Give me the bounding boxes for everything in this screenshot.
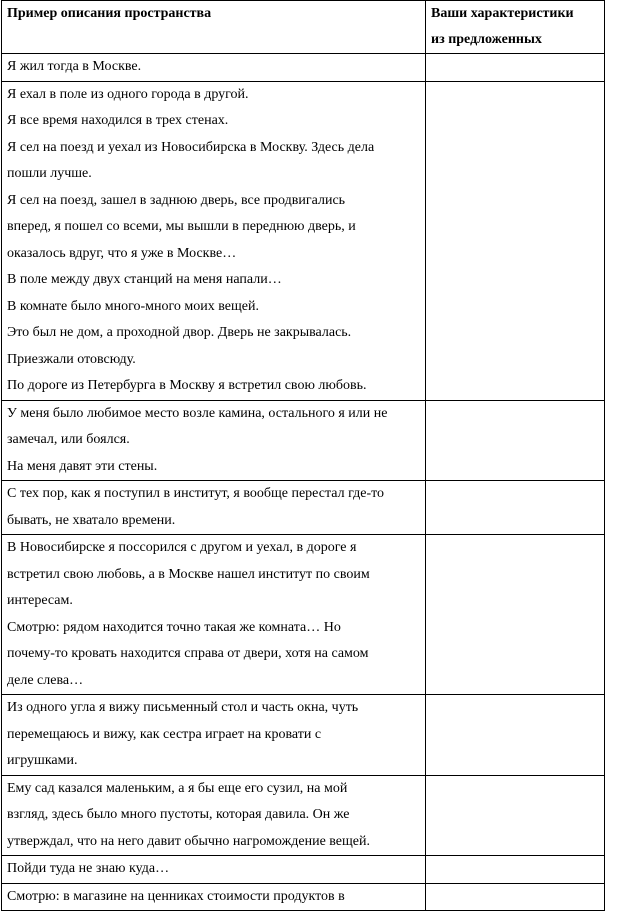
- description-line: Смотрю: рядом находится точно такая же комната… Но: [7, 619, 341, 635]
- description-line: В комнате было много-много моих вещей.: [7, 298, 259, 314]
- table-row: [2, 81, 605, 400]
- your-characteristics-cell[interactable]: [426, 535, 605, 695]
- table-header-row: [2, 1, 605, 54]
- description-line: игрушками.: [7, 753, 78, 768]
- description-line: Я сел на поезд, зашел в заднюю дверь, все продвигались: [7, 192, 346, 208]
- header-your-characteristics: [426, 1, 605, 54]
- your-characteristics-cell[interactable]: [426, 481, 605, 535]
- description-line: Приезжали отовсюду.: [7, 351, 136, 367]
- description-line: Я ехал в поле из одного города в другой.: [7, 86, 249, 102]
- table-row: [2, 400, 605, 481]
- space-description-cell: [2, 775, 426, 856]
- your-characteristics-cell[interactable]: [426, 695, 605, 776]
- table-row: [2, 535, 605, 695]
- description-line: взгляд, здесь было много пустоты, которая давила. Он же: [7, 807, 350, 822]
- header-col2-line1: Ваши характеристики: [431, 6, 574, 21]
- your-characteristics-cell[interactable]: [426, 883, 605, 911]
- description-line: деле слева…: [7, 672, 84, 688]
- description-line: почему-то кровать находится справа от двери, хотя на самом: [7, 646, 369, 661]
- your-characteristics-cell[interactable]: [426, 400, 605, 481]
- space-description-cell: [2, 400, 426, 481]
- characteristics-table: [1, 0, 605, 911]
- description-line: С тех пор, как я поступил в институт, я вообще перестал где-то: [7, 486, 385, 501]
- header-col1-text: Пример описания пространства: [7, 6, 212, 21]
- header-col2-line2: из предложенных: [431, 32, 542, 47]
- header-example-description: [2, 1, 426, 54]
- table-row: [2, 856, 605, 884]
- description-line: замечал, или боялся.: [7, 432, 130, 447]
- description-line: вперед, я пошел со всеми, мы вышли в переднюю дверь, и: [7, 219, 356, 234]
- description-line: интересам.: [7, 593, 73, 608]
- space-description-cell: [2, 54, 426, 82]
- description-line: У меня было любимое место возле камина, остального я или не: [7, 405, 388, 421]
- description-line: пошли лучше.: [7, 166, 92, 181]
- description-line: В поле между двух станций на меня напали…: [7, 272, 282, 287]
- description-line: Из одного угла я вижу письменный стол и часть окна, чуть: [7, 700, 359, 715]
- table-row: [2, 481, 605, 535]
- description-line: На меня давят эти стены.: [7, 458, 158, 474]
- your-characteristics-cell[interactable]: [426, 775, 605, 856]
- description-line: Я сел на поезд и уехал из Новосибирска в Москву. Здесь дела: [7, 139, 375, 155]
- space-description-cell: [2, 535, 426, 695]
- space-description-cell: [2, 856, 426, 884]
- description-line: утверждал, что на него давит обычно нагромождение вещей.: [7, 833, 371, 849]
- space-description-cell: [2, 695, 426, 776]
- description-line: Ему сад казался маленьким, а я бы еще его сузил, на мой: [7, 780, 348, 796]
- description-line: Я все время находился в трех стенах.: [7, 113, 229, 128]
- description-line: Я жил тогда в Москве.: [7, 59, 142, 74]
- space-description-cell: [2, 883, 426, 911]
- your-characteristics-cell[interactable]: [426, 856, 605, 884]
- table-body: [2, 54, 605, 911]
- description-line: бывать, не хватало времени.: [7, 512, 176, 528]
- space-description-cell: [2, 481, 426, 535]
- your-characteristics-cell[interactable]: [426, 81, 605, 400]
- table-row: [2, 883, 605, 911]
- description-line: перемещаюсь и вижу, как сестра играет на кровати с: [7, 726, 322, 742]
- space-description-cell: [2, 81, 426, 400]
- table-row: [2, 695, 605, 776]
- description-line: встретил свою любовь, а в Москве нашел институт по своим: [7, 566, 370, 582]
- description-line: Пойди туда не знаю куда…: [7, 861, 170, 876]
- description-line: Смотрю: в магазине на ценниках стоимости продуктов в: [7, 888, 345, 904]
- description-line: оказалось вдруг, что я уже в Москве…: [7, 245, 237, 261]
- table-row: [2, 54, 605, 82]
- description-line: Это был не дом, а проходной двор. Дверь не закрывалась.: [7, 325, 352, 340]
- table-row: [2, 775, 605, 856]
- your-characteristics-cell[interactable]: [426, 54, 605, 82]
- description-line: В Новосибирске я поссорился с другом и уехал, в дороге я: [7, 540, 357, 555]
- description-line: По дороге из Петербурга в Москву я встретил свою любовь.: [7, 378, 367, 393]
